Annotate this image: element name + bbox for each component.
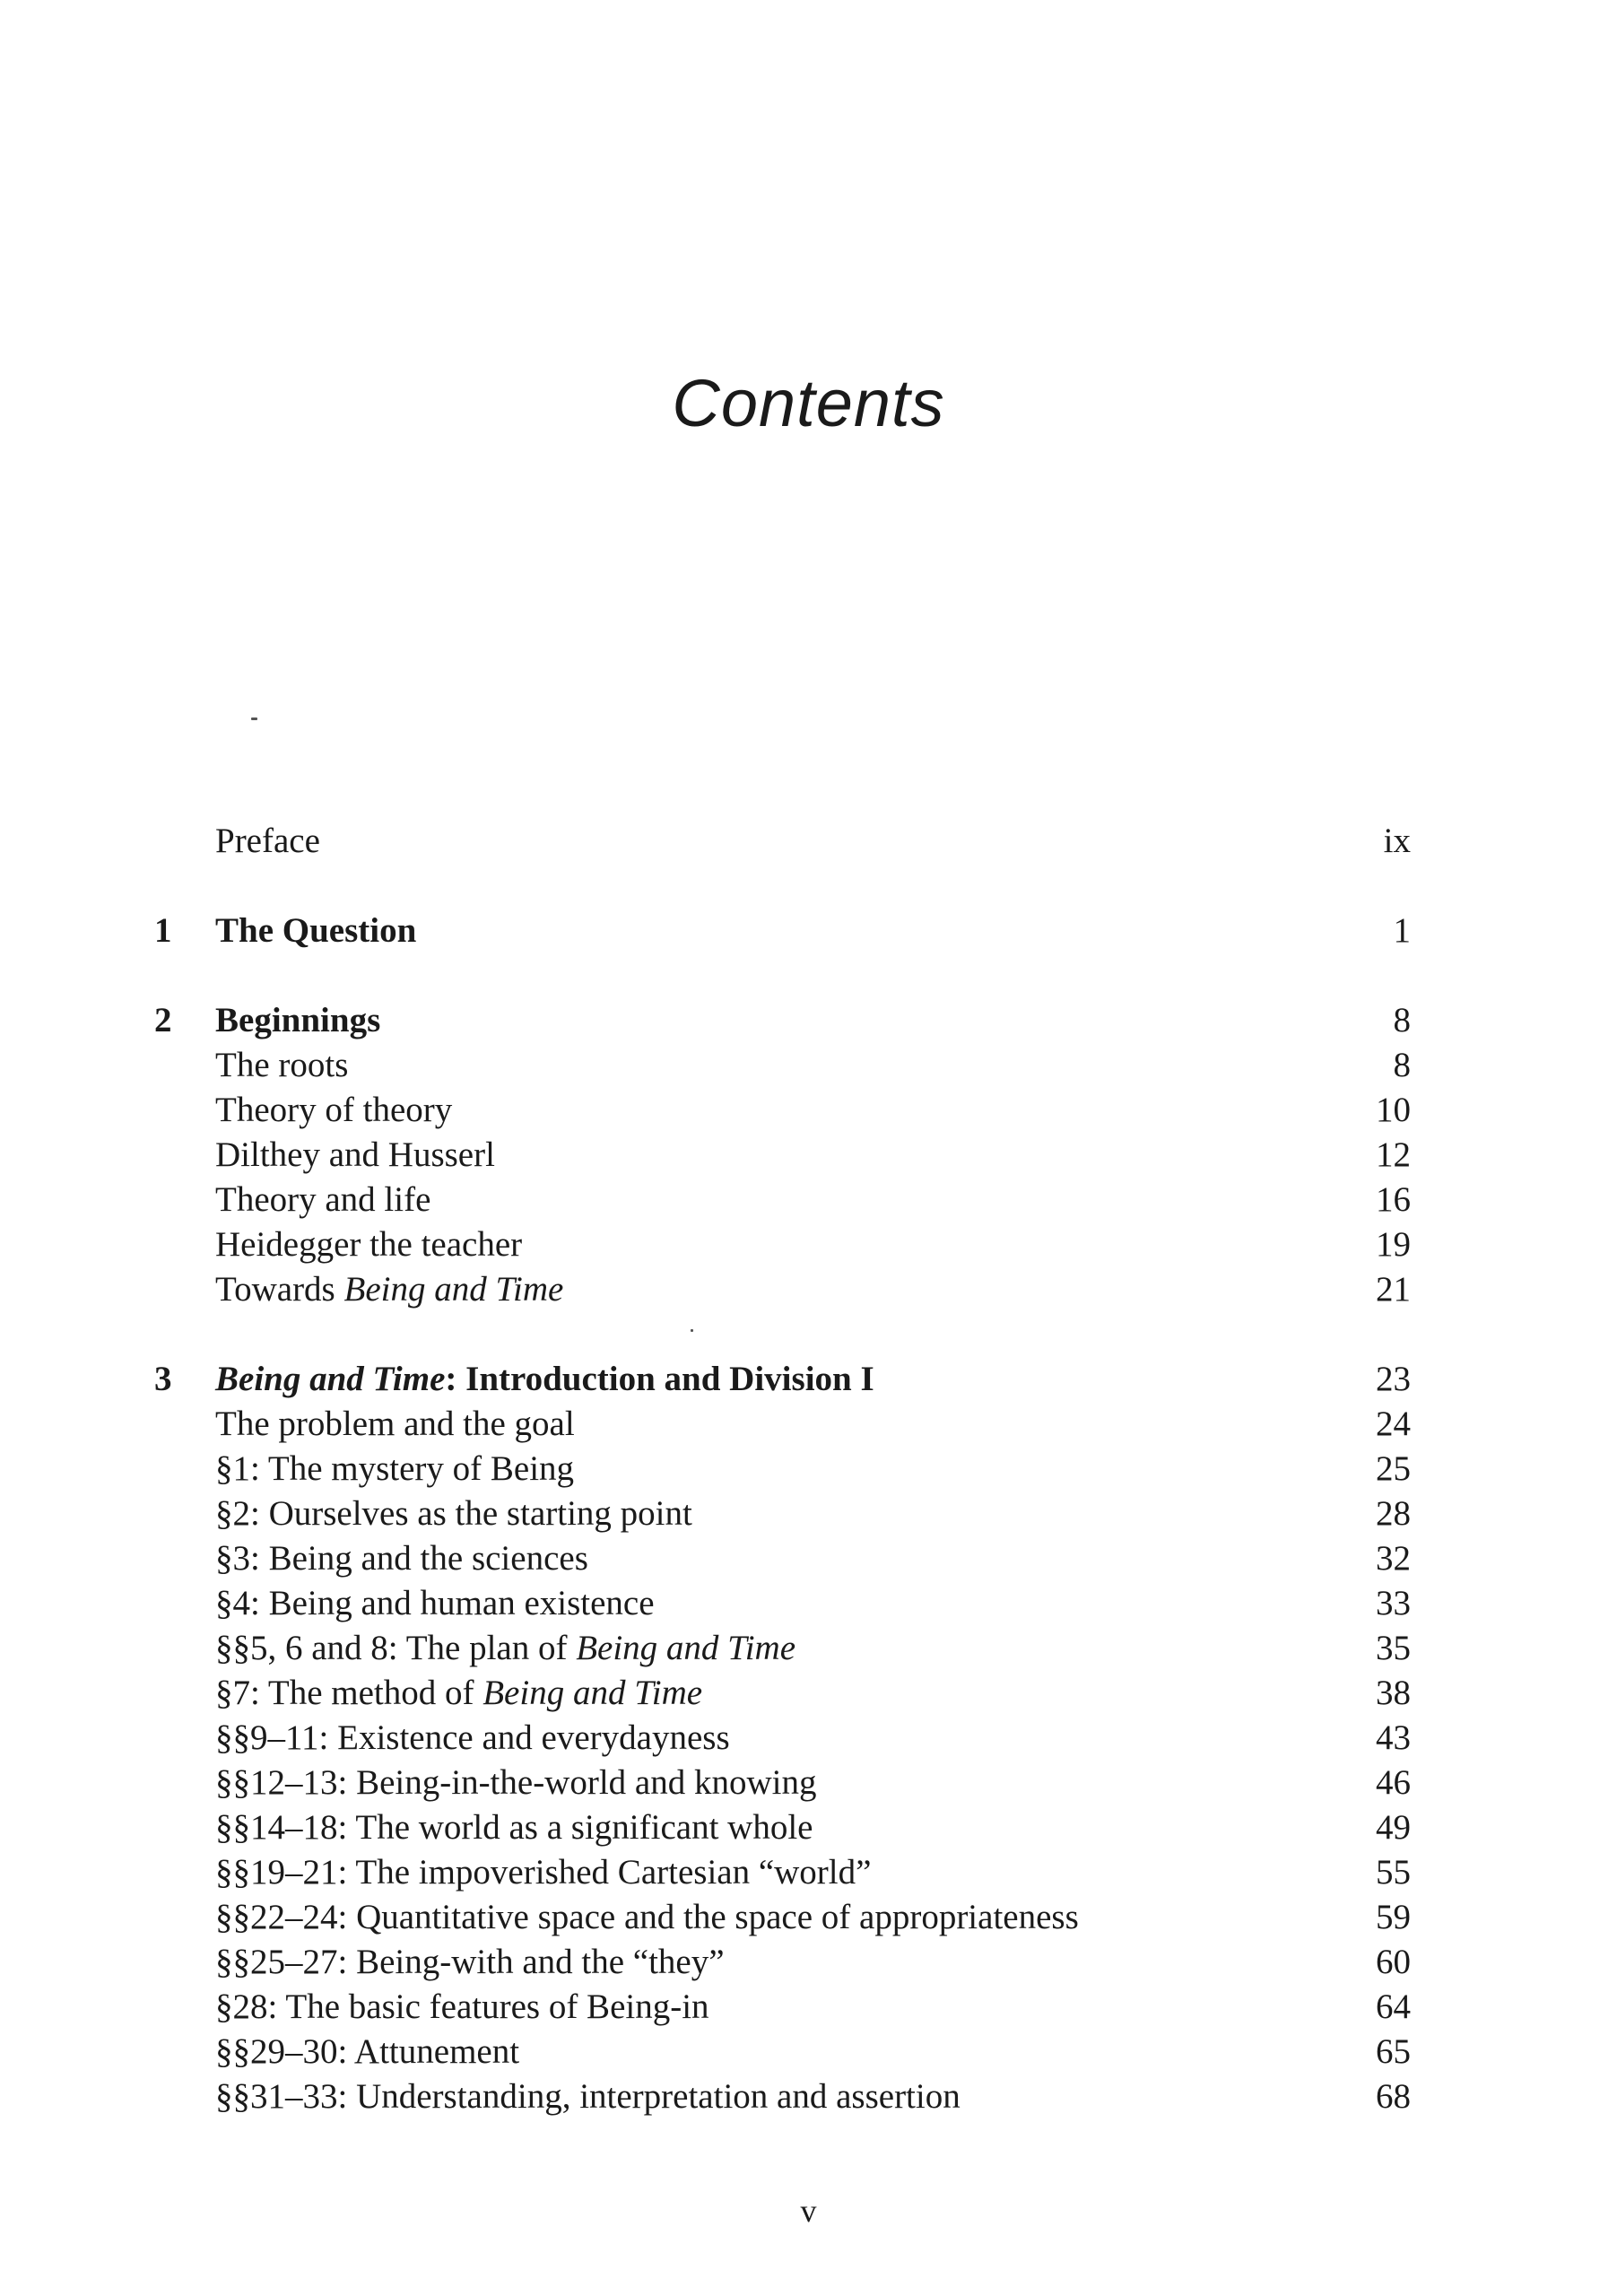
page-number: 59 (1376, 1898, 1411, 1936)
title-text: §§5, 6 and 8: The plan of (215, 1629, 577, 1667)
toc-entry[interactable] (0, 1626, 1617, 1671)
page-number: 25 (1376, 1449, 1411, 1488)
page-number: 64 (1376, 1987, 1411, 2026)
entry-title: Theory of theory (215, 1091, 453, 1129)
entry-title: §2: Ourselves as the starting point (215, 1494, 692, 1533)
toc-entry[interactable] (0, 1088, 1617, 1133)
title-text: Towards (215, 1270, 344, 1309)
toc-entry[interactable] (0, 1536, 1617, 1581)
entry-title: §§12–13: Being-in-the-world and knowing (215, 1763, 817, 1802)
toc-entry[interactable] (0, 1761, 1617, 1805)
entry-title: Theory and life (215, 1180, 431, 1219)
toc-entry[interactable] (0, 1043, 1617, 1088)
page-number: 24 (1376, 1405, 1411, 1443)
entry-title: Preface (215, 822, 320, 860)
page-number: 65 (1376, 2032, 1411, 2071)
entry-title: §§29–30: Attunement (215, 2032, 520, 2071)
toc-entry[interactable] (0, 819, 1617, 864)
entry-title: §3: Being and the sciences (215, 1539, 588, 1578)
toc-entry[interactable] (0, 2074, 1617, 2119)
chapter-title: The Question (215, 911, 417, 950)
page-number: 8 (1393, 1001, 1411, 1039)
toc-chapter[interactable] (0, 909, 1617, 953)
page-number: 1 (1393, 911, 1411, 950)
toc-entry[interactable] (0, 1805, 1617, 1850)
entry-title: §4: Being and human existence (215, 1584, 655, 1622)
page-number: 55 (1376, 1853, 1411, 1892)
toc-entry[interactable] (0, 1222, 1617, 1267)
toc-entry[interactable] (0, 1402, 1617, 1447)
toc-entry[interactable] (0, 1133, 1617, 1178)
page-number: 12 (1376, 1135, 1411, 1174)
page-number: 28 (1376, 1494, 1411, 1533)
page-number: 38 (1376, 1674, 1411, 1712)
page-number: 16 (1376, 1180, 1411, 1219)
page-number: 10 (1376, 1091, 1411, 1129)
entry-title: Heidegger the teacher (215, 1225, 523, 1264)
page-number: 23 (1376, 1360, 1411, 1398)
page-number: ix (1383, 822, 1411, 860)
toc-entry[interactable] (0, 1267, 1617, 1312)
toc-entry[interactable] (0, 1581, 1617, 1626)
entry-title (215, 1626, 795, 1671)
entry-title: §§25–27: Being-with and the “they” (215, 1943, 725, 1981)
entry-title: The problem and the goal (215, 1405, 575, 1443)
entry-title (215, 1267, 563, 1312)
page-number: 32 (1376, 1539, 1411, 1578)
toc-chapter[interactable] (0, 998, 1617, 1043)
page-number: 21 (1376, 1270, 1411, 1309)
page-number: 49 (1376, 1808, 1411, 1847)
chapter-title: Beginnings (215, 1001, 381, 1039)
page-number: 33 (1376, 1584, 1411, 1622)
page-number: 46 (1376, 1763, 1411, 1802)
entry-title: §28: The basic features of Being-in (215, 1987, 709, 2026)
page-number: 68 (1376, 2077, 1411, 2116)
toc-entry[interactable] (0, 1492, 1617, 1536)
entry-title: §§19–21: The impoverished Cartesian “world” (215, 1853, 872, 1892)
toc-entry[interactable] (0, 1671, 1617, 1716)
toc-entry[interactable] (0, 1895, 1617, 1940)
title-text: §7: The method of (215, 1674, 483, 1712)
toc-chapter[interactable] (0, 1357, 1617, 1402)
toc-entry[interactable] (0, 1716, 1617, 1761)
toc-entry[interactable] (0, 1985, 1617, 2030)
page-number: 19 (1376, 1225, 1411, 1264)
title-italic: Being and Time (343, 1270, 564, 1309)
title-italic: Being and Time (482, 1674, 703, 1712)
chapter-number: 1 (154, 911, 172, 950)
entry-title: The roots (215, 1046, 349, 1084)
entry-title: Dilthey and Husserl (215, 1135, 495, 1174)
title-italic: Being and Time (576, 1629, 796, 1667)
entry-title: §§22–24: Quantitative space and the space of appropriateness (215, 1898, 1079, 1936)
title-italic: Being and Time (215, 1360, 446, 1398)
page-number: 8 (1393, 1046, 1411, 1084)
page-title: Contents (672, 366, 945, 440)
toc-entry[interactable] (0, 1178, 1617, 1222)
chapter-number: 2 (154, 1001, 172, 1039)
entry-title: §§9–11: Existence and everydayness (215, 1718, 730, 1757)
page-number: 60 (1376, 1943, 1411, 1981)
entry-title: §1: The mystery of Being (215, 1449, 575, 1488)
toc-entry[interactable] (0, 1447, 1617, 1492)
entry-title: §§31–33: Understanding, interpretation and assertion (215, 2077, 961, 2116)
entry-title: §§14–18: The world as a significant whole (215, 1808, 813, 1847)
page-number: 35 (1376, 1629, 1411, 1667)
title-text: : Introduction and Division I (445, 1360, 874, 1398)
toc-entry[interactable] (0, 1940, 1617, 1985)
toc-entry[interactable] (0, 2030, 1617, 2074)
page-folio: v (800, 2193, 817, 2229)
toc-entry[interactable] (0, 1850, 1617, 1895)
entry-title (215, 1671, 702, 1716)
chapter-number: 3 (154, 1360, 172, 1398)
chapter-title (215, 1357, 874, 1402)
page-number: 43 (1376, 1718, 1411, 1757)
